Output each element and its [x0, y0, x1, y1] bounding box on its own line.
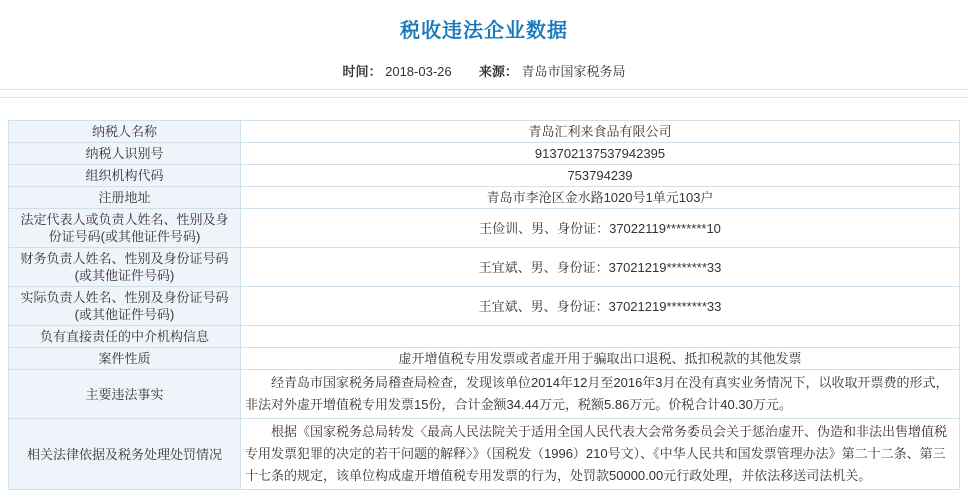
row-label: 纳税人名称 — [9, 121, 241, 143]
table-row — [9, 326, 960, 348]
row-label: 主要违法事实 — [9, 370, 241, 419]
row-label: 法定代表人或负责人姓名、性别及身份证号码(或其他证件号码) — [9, 209, 241, 248]
row-label: 纳税人识别号 — [9, 143, 241, 165]
header-divider — [0, 89, 968, 98]
source-label: 来源： — [478, 64, 518, 79]
table-row — [9, 419, 960, 490]
row-value: 青岛市李沧区金水路1020号1单元103户 — [241, 187, 960, 209]
table-row — [9, 165, 960, 187]
meta-line — [0, 61, 968, 80]
row-label: 组织机构代码 — [9, 165, 241, 187]
row-value: 根据《国家税务总局转发〈最高人民法院关于适用全国人民代表大会常务委员会关于惩治虚开、伪造和非法出售增值税专用发票犯罪的决定的若干问题的解释〉》（国税发（1996）210号文）、《中华人民共和国发票管理办法》第二十二条、第三十七条的规定，该单位构成虚开增值税专用发票的行为，处罚款50000.00元行政处理，并依法移送司法机关。 — [241, 419, 960, 490]
table-row — [9, 121, 960, 143]
table-row — [9, 287, 960, 326]
row-value: 经青岛市国家税务局稽查局检查，发现该单位2014年12月至2016年3月在没有真实业务情况下，以收取开票费的形式，非法对外虚开增值税专用发票15份，合计金额34.44万元，税额5.86万元。价税合计40.30万元。 — [241, 370, 960, 419]
time-value: 2018-03-26 — [385, 64, 452, 79]
page — [0, 14, 968, 490]
row-label: 相关法律依据及税务处理处罚情况 — [9, 419, 241, 490]
row-value: 王宜斌、男、身份证：37021219********33 — [241, 248, 960, 287]
row-label: 注册地址 — [9, 187, 241, 209]
row-label: 负有直接责任的中介机构信息 — [9, 326, 241, 348]
row-value: 王俭训、男、身份证：37022119********10 — [241, 209, 960, 248]
table-row — [9, 248, 960, 287]
row-label: 财务负责人姓名、性别及身份证号码(或其他证件号码) — [9, 248, 241, 287]
row-value: 王宜斌、男、身份证：37021219********33 — [241, 287, 960, 326]
table-row — [9, 143, 960, 165]
enterprise-data-table — [8, 120, 960, 490]
source-value: 青岛市国家税务局 — [521, 64, 626, 79]
row-value: 913702137537942395 — [241, 143, 960, 165]
table-row — [9, 348, 960, 370]
table-body — [9, 121, 960, 490]
row-value: 青岛汇利来食品有限公司 — [241, 121, 960, 143]
time-label: 时间： — [342, 64, 382, 79]
row-label: 实际负责人姓名、性别及身份证号码(或其他证件号码) — [9, 287, 241, 326]
table-row — [9, 187, 960, 209]
row-value — [241, 326, 960, 348]
row-value: 虚开增值税专用发票或者虚开用于骗取出口退税、抵扣税款的其他发票 — [241, 348, 960, 370]
table-row — [9, 370, 960, 419]
row-label: 案件性质 — [9, 348, 241, 370]
row-value: 753794239 — [241, 165, 960, 187]
table-row — [9, 209, 960, 248]
page-title: 税收违法企业数据 — [400, 20, 568, 42]
